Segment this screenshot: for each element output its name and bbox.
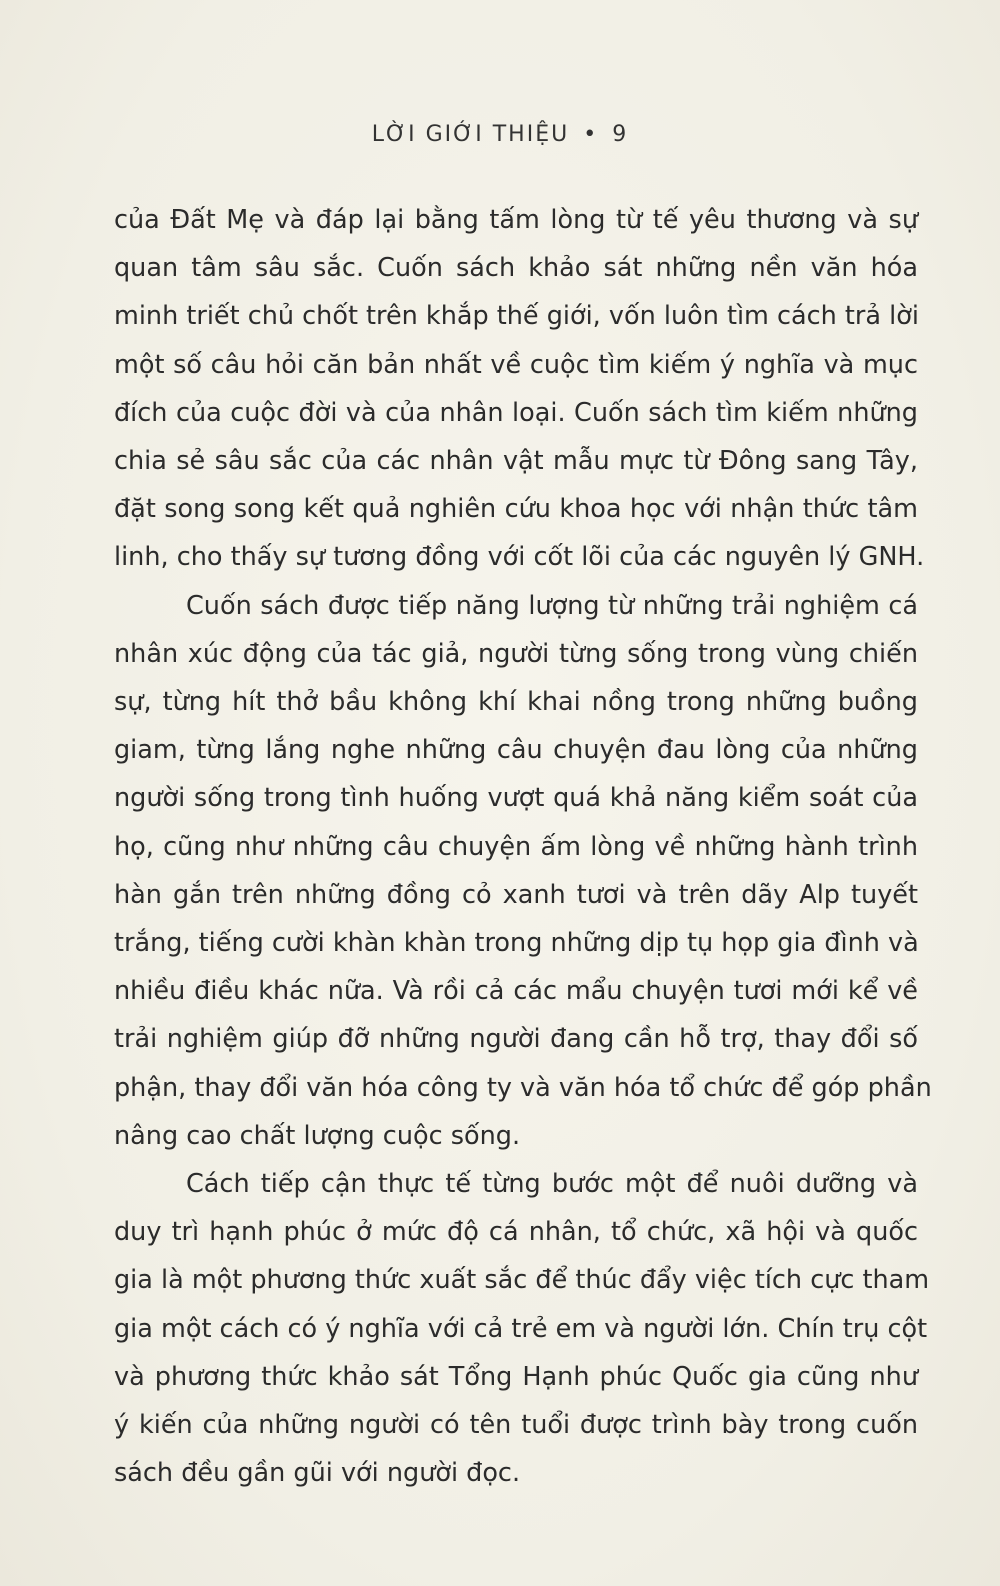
text-line: người sống trong tình huống vượt quá khả năng kiểm soát của (114, 783, 918, 814)
text-line: phận, thay đổi văn hóa công ty và văn hóa tổ chức để góp phần (114, 1072, 932, 1103)
text-line: Cách tiếp cận thực tế từng bước một để nuôi dưỡng và (186, 1169, 918, 1200)
text-line: của Đất Mẹ và đáp lại bằng tấm lòng từ tế yêu thương và sự (114, 205, 918, 235)
text-line: giam, từng lắng nghe những câu chuyện đau lòng của những (114, 735, 918, 766)
text-line: sách đều gần gũi với người đọc. (114, 1458, 521, 1489)
text-line: sự, từng hít thở bầu không khí khai nồng trong những buồng (114, 687, 918, 718)
text-line: gia một cách có ý nghĩa với cả trẻ em và người lớn. Chín trụ cột (114, 1313, 928, 1344)
paragraph-2 (114, 582, 932, 1160)
text-line: gia là một phương thức xuất sắc để thúc đẩy việc tích cực tham (114, 1265, 930, 1296)
text-line: đích của cuộc đời và của nhân loại. Cuốn sách tìm kiếm những (114, 397, 918, 428)
text-line: minh triết chủ chốt trên khắp thế giới, vốn luôn tìm cách trả lời (114, 301, 919, 332)
text-line: nâng cao chất lượng cuộc sống. (114, 1120, 521, 1151)
text-line: Cuốn sách được tiếp năng lượng từ những trải nghiệm cá (186, 590, 918, 621)
text-line: trắng, tiếng cười khàn khàn trong những dịp tụ họp gia đình và (114, 928, 919, 959)
text-line: một số câu hỏi căn bản nhất về cuộc tìm kiếm ý nghĩa và mục (114, 349, 918, 380)
text-line: và phương thức khảo sát Tổng Hạnh phúc Quốc gia cũng như (114, 1361, 918, 1392)
text-line: họ, cũng như những câu chuyện ấm lòng về những hành trình (114, 831, 918, 862)
text-line: đặt song song kết quả nghiên cứu khoa học với nhận thức tâm (114, 494, 918, 525)
text-line: duy trì hạnh phúc ở mức độ cá nhân, tổ chức, xã hội và quốc (114, 1217, 918, 1248)
section-title: LỜI GIỚI THIỆU (371, 122, 570, 147)
running-header (0, 122, 1000, 147)
page-number: 9 (612, 122, 629, 147)
text-line: nhiều điều khác nữa. Và rồi cả các mẩu chuyện tươi mới kể về (114, 976, 918, 1007)
body-text (114, 196, 932, 1497)
text-line: quan tâm sâu sắc. Cuốn sách khảo sát những nền văn hóa (114, 253, 918, 284)
text-line: ý kiến của những người có tên tuổi được trình bày trong cuốn (114, 1410, 918, 1441)
text-line: linh, cho thấy sự tương đồng với cốt lõi của các nguyên lý GNH. (114, 542, 925, 573)
header-separator: • (583, 122, 599, 147)
text-line: nhân xúc động của tác giả, người từng sống trong vùng chiến (114, 638, 918, 669)
paragraph-1 (114, 196, 925, 582)
text-line: hàn gắn trên những đồng cỏ xanh tươi và trên dãy Alp tuyết (114, 879, 918, 910)
text-line: trải nghiệm giúp đỡ những người đang cần hỗ trợ, thay đổi số (114, 1024, 918, 1055)
paragraph-3 (114, 1160, 930, 1497)
text-line: chia sẻ sâu sắc của các nhân vật mẫu mực từ Đông sang Tây, (114, 446, 918, 477)
